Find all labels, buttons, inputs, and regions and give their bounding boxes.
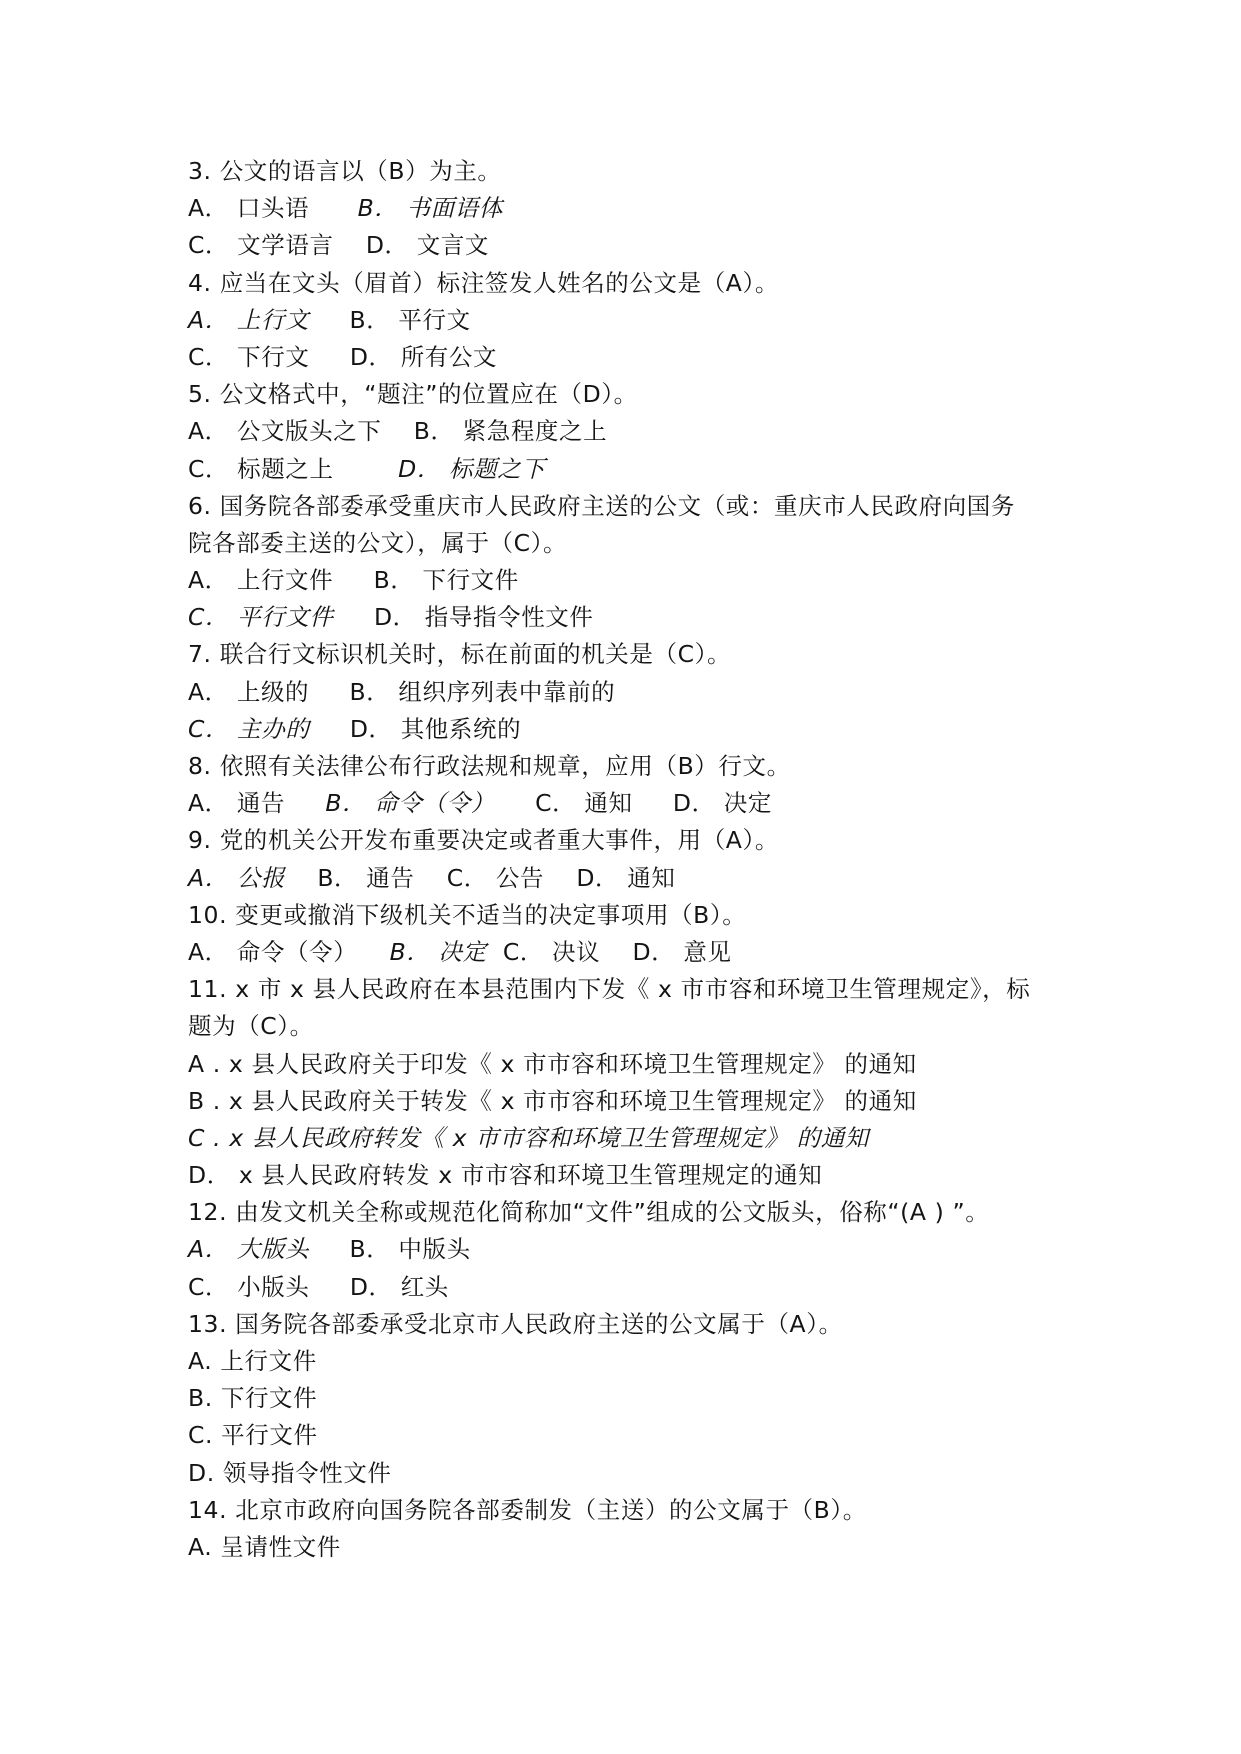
question-text: 9. 党的机关公开发布重要决定或者重大事件，用（A）。 xyxy=(188,826,779,855)
option-text: C. 平行文件 xyxy=(188,1421,318,1450)
question-text: 院各部委主送的公文），属于（C）。 xyxy=(188,528,568,557)
option-text: B . x 县人民政府关于转发《 x 市市容和环境卫生管理规定》 的通知 xyxy=(188,1086,917,1115)
answer-option-text: C． 平行文件 xyxy=(188,603,334,632)
question-line xyxy=(188,525,1188,562)
option-line xyxy=(188,1269,1188,1306)
question-text: 10. 变更或撤消下级机关不适当的决定事项用（B）。 xyxy=(188,900,747,929)
option-text: B． 通告 C． 公告 D． 通知 xyxy=(285,863,676,892)
question-text: 8. 依照有关法律公布行政法规和规章，应用（B）行文。 xyxy=(188,752,791,780)
question-text: 4. 应当在文头（眉首）标注签发人姓名的公文是（A）。 xyxy=(188,268,779,297)
option-line xyxy=(188,302,1188,339)
question-line xyxy=(188,376,1188,413)
option-text: C． 小版头 D． 红头 xyxy=(188,1272,449,1301)
option-line xyxy=(188,1529,1188,1566)
question-line xyxy=(188,822,1188,859)
question-list xyxy=(188,153,1188,1566)
answer-option-text: A． 大版头 xyxy=(188,1235,310,1264)
answer-option-text: B． 书面语体 xyxy=(357,194,503,223)
option-line xyxy=(188,599,1188,636)
option-text: C． 文学语言 D． 文言文 xyxy=(188,231,490,260)
option-text: A． 口头语 xyxy=(188,194,358,223)
question-line xyxy=(188,1492,1188,1529)
question-line xyxy=(188,971,1188,1008)
question-line xyxy=(188,153,1188,190)
option-text: A． 上行文件 B． 下行文件 xyxy=(188,566,519,595)
question-line xyxy=(188,636,1188,673)
option-text: A． 公文版头之下 B． 紧急程度之上 xyxy=(188,417,608,446)
option-line xyxy=(188,674,1188,711)
option-text: D． 指导指令性文件 xyxy=(333,603,594,632)
option-line xyxy=(188,1157,1188,1194)
question-text: 6. 国务院各部委承受重庆市人民政府主送的公文（或：重庆市人民政府向国务 xyxy=(188,491,1015,520)
option-line xyxy=(188,1380,1188,1417)
answer-option-text: A． 上行文 xyxy=(188,305,310,334)
option-line xyxy=(188,451,1188,488)
option-line xyxy=(188,711,1188,748)
question-line xyxy=(188,265,1188,302)
answer-option-text: B． 命令（令） xyxy=(325,789,495,818)
question-line xyxy=(188,1008,1188,1045)
option-text: A． 上级的 B． 组织序列表中靠前的 xyxy=(188,677,616,706)
question-text: 14. 北京市政府向国务院各部委制发（主送）的公文属于（B）。 xyxy=(188,1495,867,1524)
answer-option-text: D． 标题之下 xyxy=(398,454,546,483)
option-line xyxy=(188,413,1188,450)
option-text: A. 上行文件 xyxy=(188,1347,317,1375)
option-text: C． 通知 D． 决定 xyxy=(494,789,772,818)
question-text: 13. 国务院各部委承受北京市人民政府主送的公文属于（A）。 xyxy=(188,1309,843,1338)
option-text: D． x 县人民政府转发 x 市市容和环境卫生管理规定的通知 xyxy=(188,1161,823,1190)
option-text: C． 标题之上 xyxy=(188,454,399,483)
answer-option-text: C． 主办的 xyxy=(188,714,310,743)
question-line xyxy=(188,1306,1188,1343)
option-line xyxy=(188,562,1188,599)
answer-option-text: B． 决定 xyxy=(389,937,487,966)
question-line xyxy=(188,748,1188,785)
option-text: C． 决议 D． 意见 xyxy=(486,937,732,966)
option-line xyxy=(188,190,1188,227)
option-text: A． 命令（令） xyxy=(188,937,390,966)
option-text: A . x 县人民政府关于印发《 x 市市容和环境卫生管理规定》 的通知 xyxy=(188,1049,917,1078)
option-line xyxy=(188,785,1188,822)
option-line xyxy=(188,1231,1188,1268)
option-text: A． 通告 xyxy=(188,789,326,818)
question-text: 12. 由发文机关全称或规范化简称加“文件”组成的公文版头，俗称“(A ) ”。 xyxy=(188,1198,990,1227)
question-line xyxy=(188,488,1188,525)
answer-option-text: A． 公报 xyxy=(188,863,286,892)
option-line xyxy=(188,1417,1188,1454)
question-text: 3. 公文的语言以（B）为主。 xyxy=(188,157,502,185)
option-line xyxy=(188,227,1188,264)
option-text: B． 平行文 xyxy=(309,305,471,334)
question-text: 5. 公文格式中，“题注”的位置应在（D）。 xyxy=(188,380,638,409)
option-text: D． 其他系统的 xyxy=(309,714,522,743)
option-text: C． 下行文 D． 所有公文 xyxy=(188,342,498,371)
option-text: B． 中版头 xyxy=(309,1235,471,1264)
option-line xyxy=(188,1046,1188,1083)
question-line xyxy=(188,897,1188,934)
answer-option-text: C . x 县人民政府转发《 x 市市容和环境卫生管理规定》 的通知 xyxy=(188,1123,869,1152)
option-line xyxy=(188,1455,1188,1492)
option-line xyxy=(188,339,1188,376)
option-line xyxy=(188,1120,1188,1157)
option-text: B. 下行文件 xyxy=(188,1384,318,1413)
question-text: 7. 联合行文标识机关时，标在前面的机关是（C）。 xyxy=(188,640,732,669)
option-line xyxy=(188,1083,1188,1120)
question-text: 题为（C）。 xyxy=(188,1012,314,1041)
question-line xyxy=(188,1194,1188,1231)
option-text: A. 呈请性文件 xyxy=(188,1532,341,1561)
option-text: D. 领导指令性文件 xyxy=(188,1458,392,1487)
option-line xyxy=(188,1343,1188,1380)
option-line xyxy=(188,860,1188,897)
question-text: 11. x 市 x 县人民政府在本县范围内下发《 x 市市容和环境卫生管理规定》，标 xyxy=(188,975,1031,1004)
option-line xyxy=(188,934,1188,971)
